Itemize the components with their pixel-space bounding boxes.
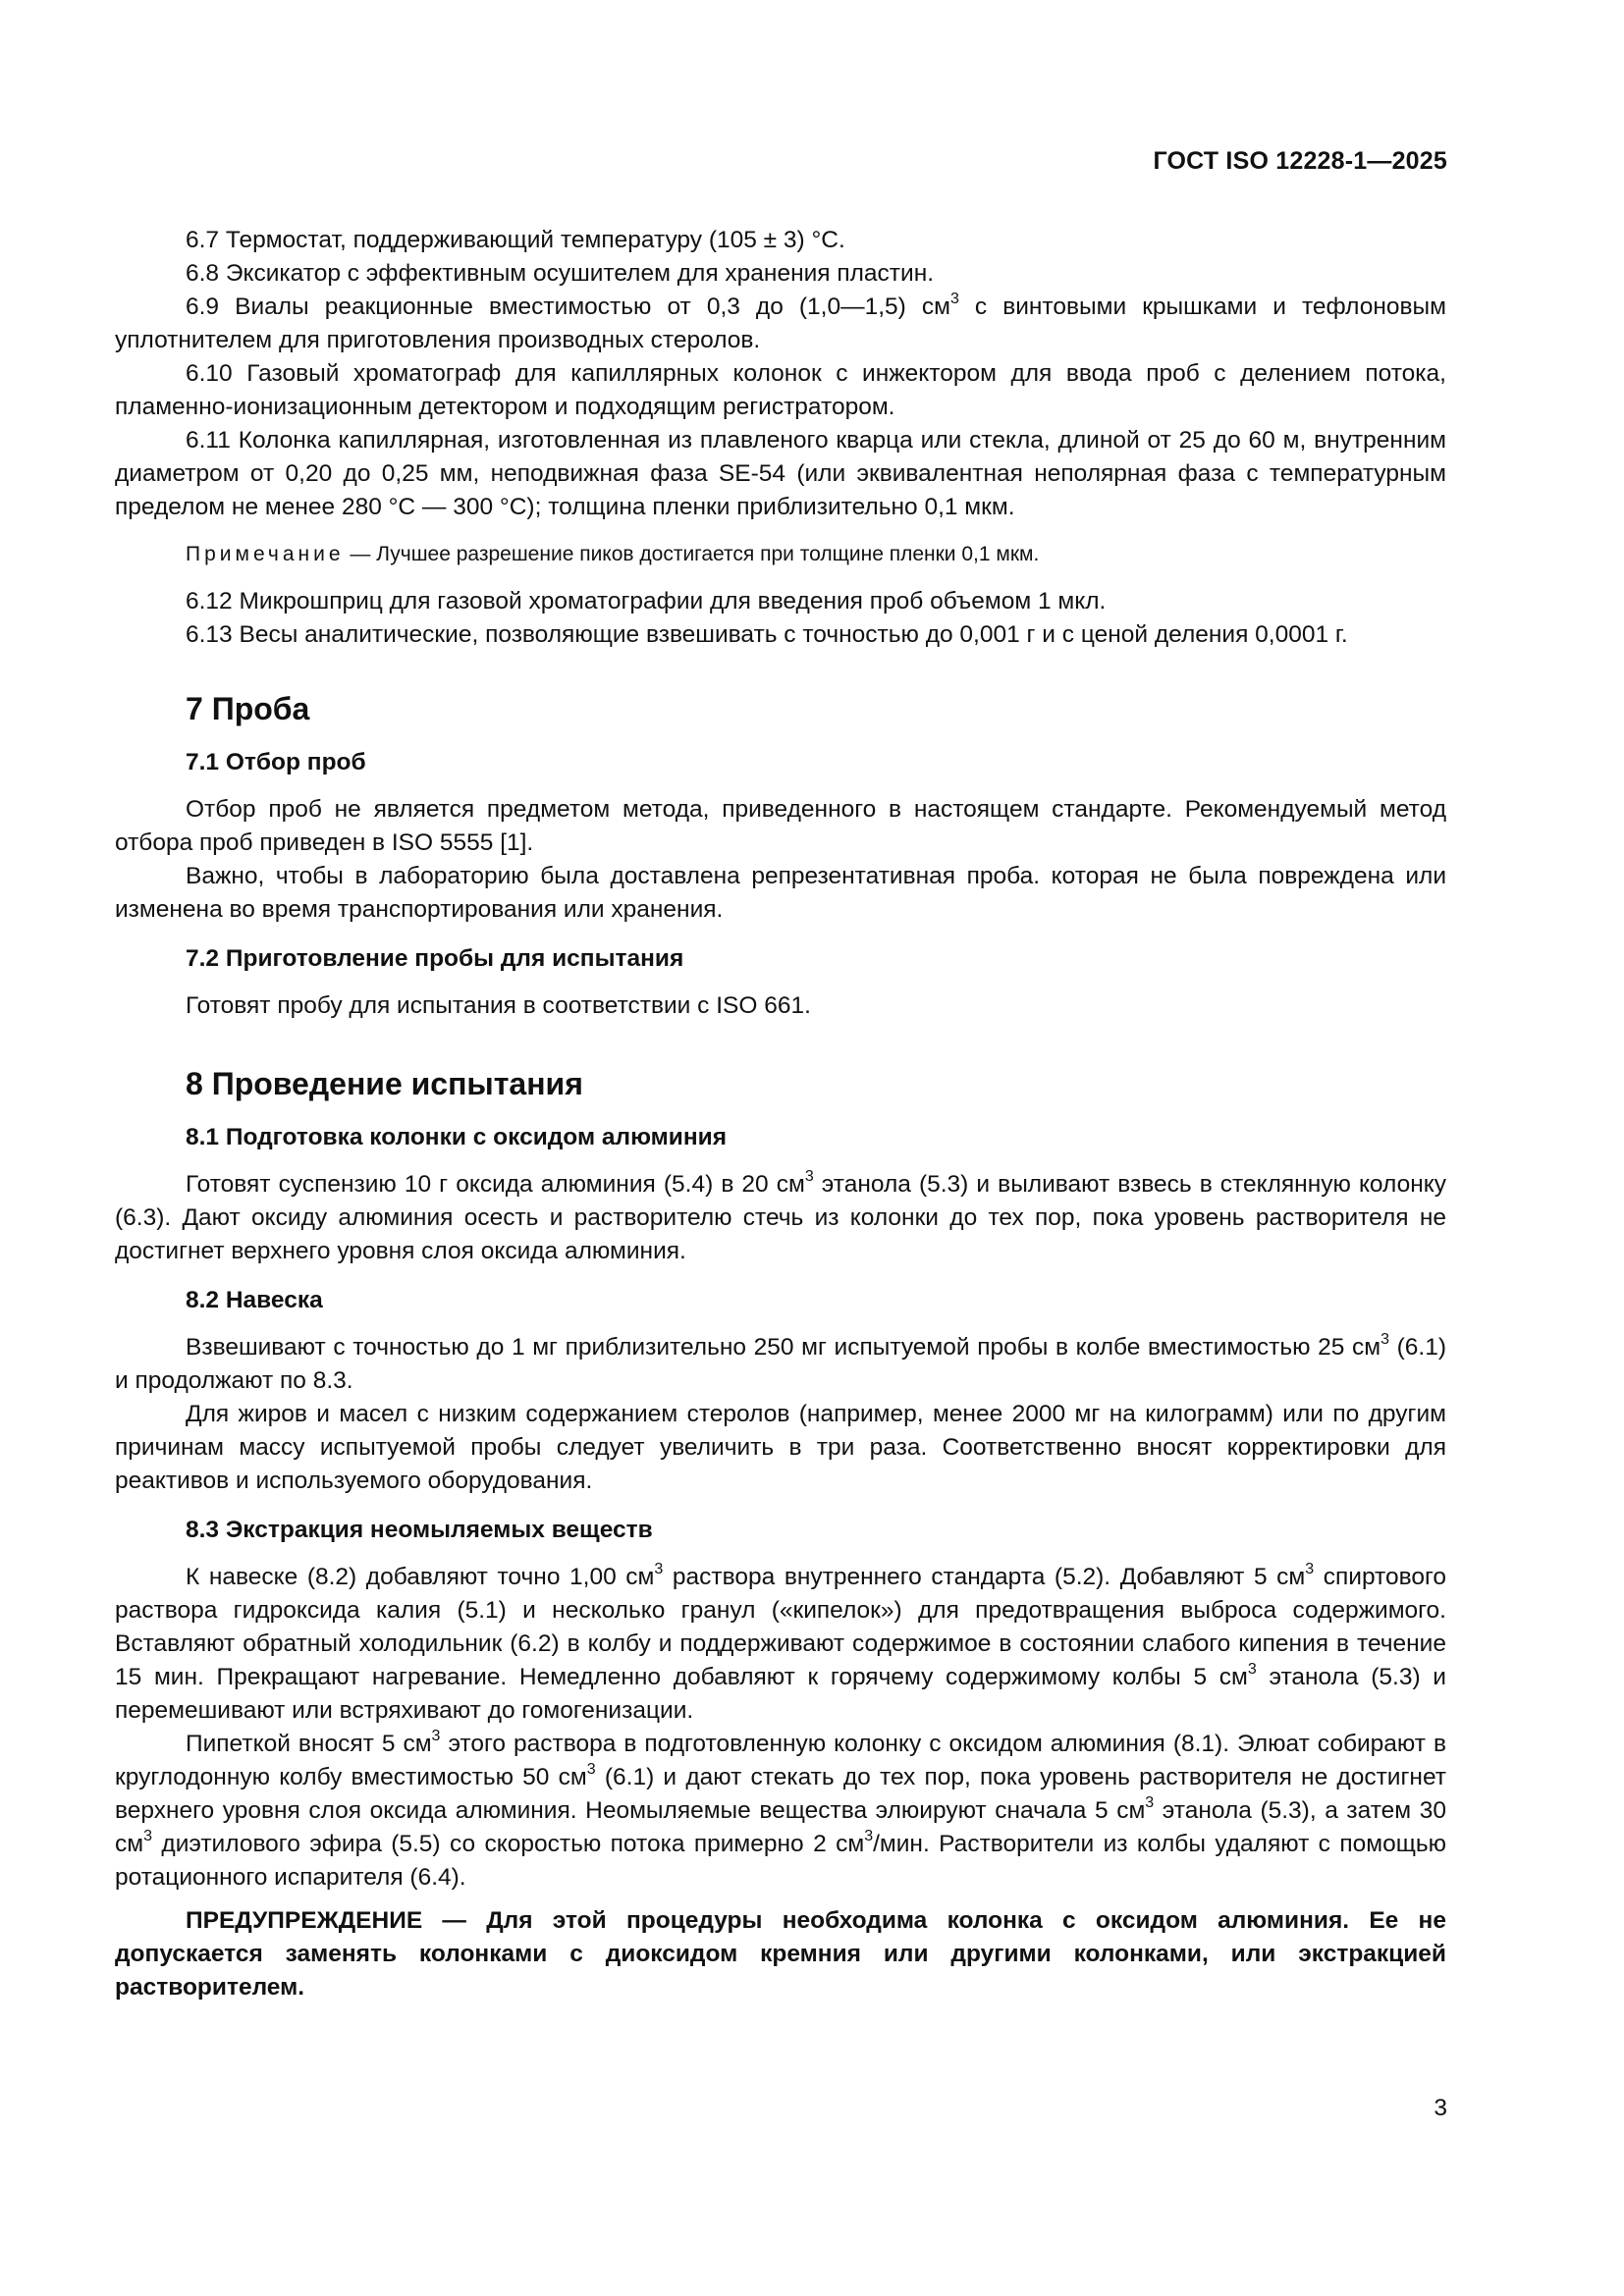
clause-6-12: 6.12 Микрошприц для газовой хроматографии для введения проб объемом 1 мкл. bbox=[186, 588, 1107, 614]
superscript: 3 bbox=[864, 1828, 874, 1844]
subsection-7-2-heading: 7.2 Приготовление пробы для испытания bbox=[186, 945, 684, 972]
subsection-8-1-paragraph bbox=[115, 1168, 1446, 1268]
clause-6-13: 6.13 Весы аналитические, позволяющие взвешивать с точностью до 0,001 г и с ценой деления 0,0001 г. bbox=[186, 621, 1348, 648]
subsection-7-1-paragraph-2: Важно, чтобы в лабораторию была доставлена репрезентативная проба. которая не была повреждена или изменена во время транспортирования или хранения. bbox=[115, 863, 1446, 923]
note-text: — Лучшее разрешение пиков достигается при толщине пленки 0,1 мкм. bbox=[344, 543, 1040, 565]
clause-6-9 bbox=[115, 291, 1446, 357]
text-segment: этанола (5.3), а затем 30 см bbox=[115, 1797, 1446, 1857]
document-body bbox=[115, 224, 1446, 2004]
superscript: 3 bbox=[1305, 1561, 1315, 1577]
text-segment: К навеске (8.2) добавляют точно 1,00 см bbox=[186, 1564, 655, 1590]
section-7-heading: 7 Проба bbox=[186, 691, 310, 726]
clause-6-10: 6.10 Газовый хроматограф для капиллярных колонок с инжектором для ввода проб с делением потока, пламенно-ионизационным детектором и подходящим регистратором. bbox=[115, 360, 1446, 420]
subsection-7-1-paragraph-1: Отбор проб не является предметом метода, приведенного в настоящем стандарте. Рекомендуемый метод отбора проб приведен в ISO 5555 [1]. bbox=[115, 796, 1446, 856]
superscript: 3 bbox=[1380, 1331, 1389, 1348]
text-segment: (6.1) и дают стекать до тех пор, пока уровень растворителя не достигнет верхнего уровня слоя оксида алюминия. Неомыляемые вещества элюируют сначала 5 см bbox=[115, 1764, 1446, 1824]
clause-6-11: 6.11 Колонка капиллярная, изготовленная из плавленого кварца или стекла, длиной от 25 до 60 м, внутренним диаметром от 0,20 до 0,25 мм, неподвижная фаза SE-54 (или эквивалентная неполярная фаза с температурным пределом не менее 280 °С — 300 °С); толщина пленки приблизительно 0,1 мкм. bbox=[115, 427, 1446, 520]
text-segment: Взвешивают с точностью до 1 мг приблизительно 250 мг испытуемой пробы в колбе вместимостью 25 см bbox=[186, 1334, 1381, 1361]
superscript: 3 bbox=[1145, 1794, 1155, 1811]
subsection-8-3-paragraph-1 bbox=[115, 1561, 1446, 1728]
text-segment: этого раствора в подготовленную колонку с оксидом алюминия (8.1). Элюат собирают в круглодонную колбу вместимостью 50 см bbox=[115, 1731, 1446, 1790]
subsection-8-3-heading: 8.3 Экстракция неомыляемых веществ bbox=[186, 1517, 653, 1543]
superscript: 3 bbox=[949, 291, 959, 307]
text-segment: /мин. Растворители из колбы удаляют с помощью ротационного испарителя (6.4). bbox=[115, 1831, 1446, 1891]
warning-paragraph: ПРЕДУПРЕЖДЕНИЕ — Для этой процедуры необходима колонка с оксидом алюминия. Ее не допускается заменять колонками с диоксидом кремния или другими колонками, или экстракцией растворителем. bbox=[115, 1907, 1446, 2001]
subsection-8-2-paragraph-1 bbox=[115, 1331, 1446, 1398]
superscript: 3 bbox=[1247, 1661, 1257, 1678]
subsection-8-3-paragraph-2 bbox=[115, 1728, 1446, 1895]
document-id-header: ГОСТ ISO 12228-1—2025 bbox=[1153, 147, 1447, 175]
text-segment: Пипеткой вносят 5 см bbox=[186, 1731, 432, 1757]
text-segment: раствора внутреннего стандарта (5.2). Добавляют 5 см bbox=[663, 1564, 1306, 1590]
note-label: Примечание bbox=[186, 543, 345, 565]
section-8-heading: 8 Проведение испытания bbox=[186, 1066, 583, 1101]
superscript: 3 bbox=[654, 1561, 664, 1577]
clause-6-9-text-a: 6.9 Виалы реакционные вместимостью от 0,3 до (1,0—1,5) см bbox=[186, 294, 950, 320]
text-segment: этанола (5.3) и перемешивают или встряхивают до гомогенизации. bbox=[115, 1664, 1446, 1724]
superscript: 3 bbox=[431, 1728, 441, 1744]
text-segment: (6.1) и продолжают по 8.3. bbox=[115, 1334, 1446, 1394]
superscript: 3 bbox=[586, 1761, 596, 1778]
text-segment: диэтилового эфира (5.5) со скоростью потока примерно 2 см bbox=[152, 1831, 865, 1857]
subsection-7-2-paragraph: Готовят пробу для испытания в соответствии с ISO 661. bbox=[186, 992, 811, 1019]
subsection-8-1-heading: 8.1 Подготовка колонки с оксидом алюминия bbox=[186, 1124, 728, 1150]
subsection-8-2-paragraph-2: Для жиров и масел с низким содержанием стеролов (например, менее 2000 мг на килограмм) или по другим причинам массу испытуемой пробы следует увеличить в три раза. Соответственно вносят корректировки для реактивов и используемого оборудования. bbox=[115, 1401, 1446, 1494]
text-segment: спиртового раствора гидроксида калия (5.1) и несколько гранул («кипелок») для предотвращения выброса содержимого. Вставляют обратный холодильник (6.2) в колбу и поддерживают содержимое в состоянии слабого кипения в течение 15 мин. Прекращают нагревание. Немедленно добавляют к горячему содержимому колбы 5 см bbox=[115, 1564, 1447, 1690]
subsection-8-2-heading: 8.2 Навеска bbox=[186, 1287, 323, 1313]
clause-6-8: 6.8 Эксикатор с эффективным осушителем для хранения пластин. bbox=[186, 260, 935, 287]
text-segment: Готовят суспензию 10 г оксида алюминия (5.4) в 20 см bbox=[186, 1171, 805, 1198]
note bbox=[115, 540, 1446, 569]
page-number: 3 bbox=[1434, 2095, 1447, 2121]
subsection-7-1-heading: 7.1 Отбор проб bbox=[186, 749, 366, 775]
clause-6-9-text-b: с винтовыми крышками и тефлоновым уплотнителем для приготовления производных стеролов. bbox=[115, 294, 1446, 353]
text-segment: этанола (5.3) и выливают взвесь в стеклянную колонку (6.3). Дают оксиду алюминия осесть и растворителю стечь из колонки до тех пор, пока уровень растворителя не достигнет верхнего уровня слоя оксида алюминия. bbox=[115, 1171, 1446, 1264]
clause-6-7: 6.7 Термостат, поддерживающий температуру (105 ± 3) °С. bbox=[186, 227, 845, 253]
superscript: 3 bbox=[143, 1828, 152, 1844]
superscript: 3 bbox=[804, 1168, 814, 1185]
